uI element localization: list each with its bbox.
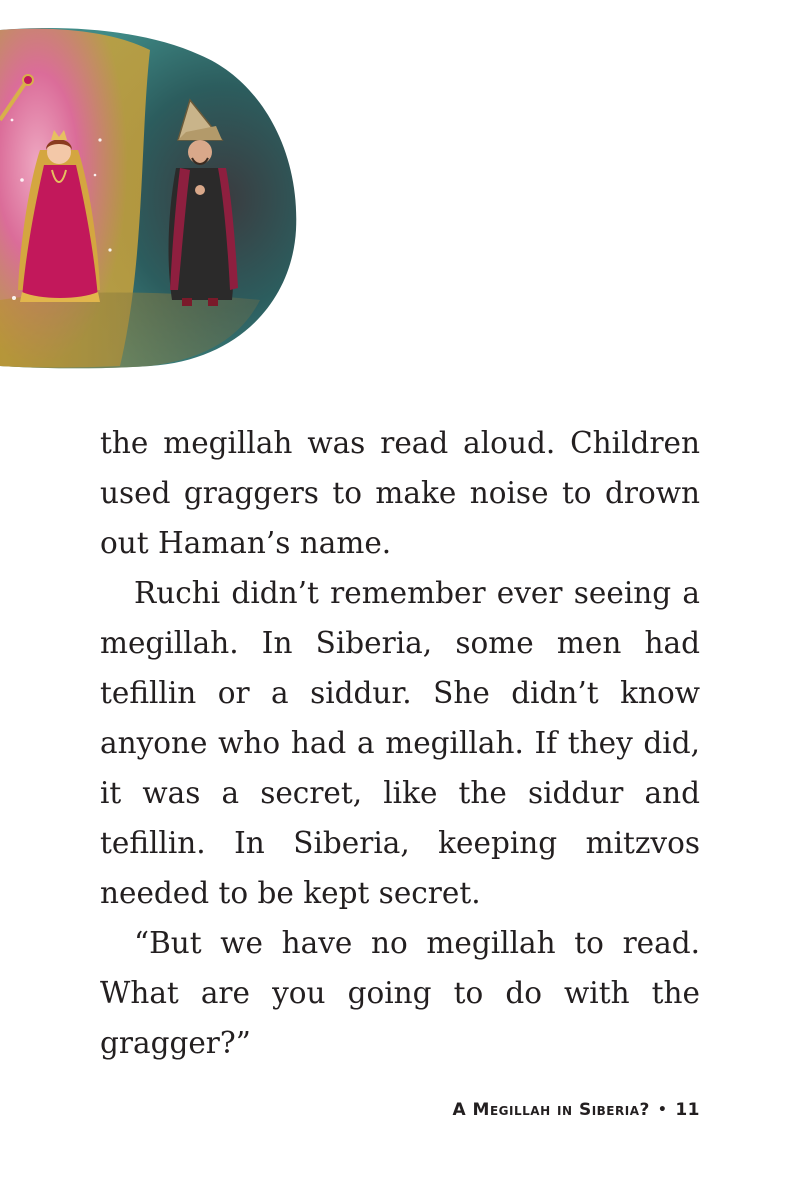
page-number: 11 xyxy=(675,1100,700,1120)
running-head: A Megillah in Siberia? xyxy=(452,1100,650,1120)
page-footer xyxy=(452,1100,700,1120)
body-text xyxy=(100,418,700,1068)
paragraph-dialogue: “But we have no megillah to read. What are you going to do with the gragger?” xyxy=(100,926,700,1060)
paragraph-ruchi-memory: Ruchi didn’t remember ever seeing a megillah. In Siberia, some men had tefillin or a siddur. She didn’t know anyone who had a megillah. If they did, it was a secret, like the siddur and tefillin. In Siberia, keeping mitzvos needed to be kept secret. xyxy=(100,576,700,910)
backdrop-floor xyxy=(0,293,260,369)
queen-and-villain-illustration xyxy=(0,0,300,370)
footer-bullet: • xyxy=(657,1102,668,1118)
paragraph-continued: the megillah was read aloud. Children used graggers to make noise to drown out Haman’s name. xyxy=(100,426,700,560)
